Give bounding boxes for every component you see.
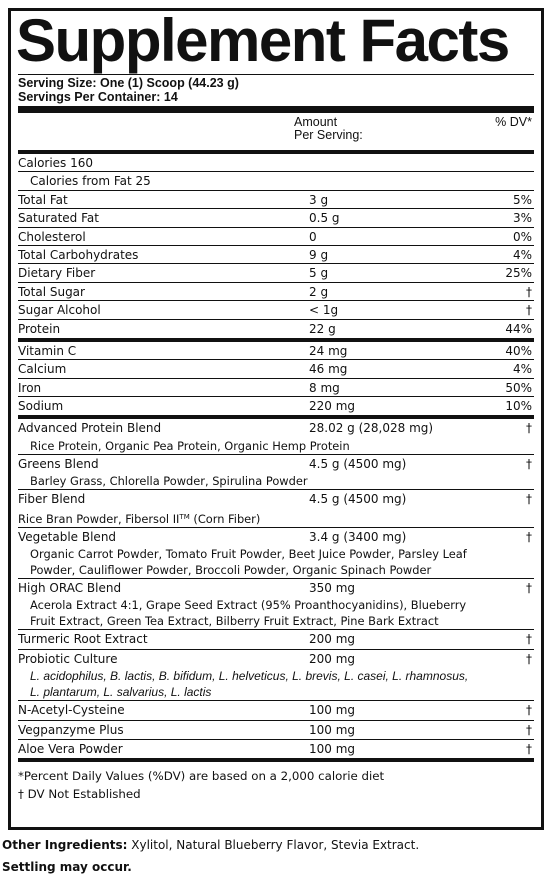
- nutrient-amount: 8 mg: [309, 380, 340, 395]
- blend-group: [18, 701, 534, 720]
- nutrient-amount: 0: [309, 229, 317, 244]
- blend-group: [18, 490, 534, 527]
- blend-ingredients: L. plantarum, L. salvarius, L. lactis: [30, 685, 212, 700]
- nutrient-amount: 100 mg: [309, 703, 356, 718]
- nutrient-amount: 4.5 g (4500 mg): [309, 456, 407, 471]
- nutrient-name: Saturated Fat: [18, 211, 99, 226]
- nutrient-name: Iron: [18, 380, 42, 395]
- nutrient-amount: 3 g: [309, 192, 329, 207]
- nutrient-name: Turmeric Root Extract: [18, 632, 148, 647]
- servings-per-container: Servings Per Container: 14: [18, 89, 178, 104]
- nutrient-row: [18, 740, 534, 758]
- nutrient-name: N-Acetyl-Cysteine: [18, 703, 125, 718]
- nutrient-amount: 4.5 g (4500 mg): [309, 492, 407, 507]
- nutrient-name: Sodium: [18, 399, 64, 414]
- nutrient-dv: †: [526, 632, 532, 647]
- nutrient-row: [18, 283, 534, 301]
- nutrient-name: Vegetable Blend: [18, 529, 117, 544]
- blend-ingredients: Organic Carrot Powder, Tomato Fruit Powder, Beet Juice Powder, Parsley Leaf: [30, 547, 467, 562]
- blend-group: [18, 740, 534, 758]
- blend-ingredients: [18, 509, 534, 527]
- column-header: [18, 113, 534, 150]
- settling-text: Settling may occur.: [2, 860, 132, 874]
- nutrient-amount: 22 g: [309, 321, 336, 336]
- nutrient-amount: < 1g: [309, 303, 339, 318]
- nutrient-row: [18, 301, 534, 319]
- nutrient-dv: †: [526, 303, 532, 318]
- nutrient-row: [18, 246, 534, 264]
- macro-rows: [18, 191, 534, 338]
- amount-header-line1: Amount: [294, 115, 338, 129]
- nutrient-dv: 5%: [512, 192, 532, 207]
- nutrient-name: Fiber Blend: [18, 492, 86, 507]
- nutrient-dv: 25%: [505, 266, 532, 281]
- blend-group: [18, 455, 534, 490]
- nutrient-name: Cholesterol: [18, 229, 86, 244]
- nutrient-dv: 10%: [505, 399, 532, 414]
- blend-group: [18, 419, 534, 454]
- amount-header-line2: Per Serving:: [294, 128, 363, 142]
- nutrient-row: [18, 397, 534, 415]
- other-ingredients-value: Xylitol, Natural Blueberry Flavor, Stevia Extract.: [127, 838, 420, 852]
- nutrient-row: [18, 579, 534, 597]
- nutrient-name: Calcium: [18, 362, 67, 377]
- nutrient-row: [18, 455, 534, 473]
- nutrient-amount: 200 mg: [309, 632, 356, 647]
- blend-ingredients: Powder, Cauliflower Powder, Broccoli Powder, Organic Spinach Powder: [30, 563, 432, 578]
- blend-ingredients: Fruit Extract, Green Tea Extract, Bilberry Fruit Extract, Pine Bark Extract: [30, 614, 439, 629]
- nutrient-dv: 3%: [512, 211, 532, 226]
- dv-header: % DV*: [495, 115, 532, 129]
- blend-group: [18, 721, 534, 740]
- nutrient-name: Advanced Protein Blend: [18, 421, 162, 436]
- nutrient-name: Total Carbohydrates: [18, 247, 139, 262]
- footnote-dagger: † DV Not Established: [18, 787, 141, 802]
- other-ingredients: [2, 836, 419, 854]
- nutrient-row: [18, 379, 534, 397]
- nutrient-dv: 50%: [505, 380, 532, 395]
- nutrient-row: [18, 721, 534, 739]
- nutrient-row: [18, 320, 534, 338]
- nutrient-amount: 24 mg: [309, 343, 348, 358]
- amount-header: [294, 116, 363, 142]
- footnotes: [18, 762, 534, 803]
- nutrient-dv: 44%: [505, 321, 532, 336]
- calories-row: [18, 154, 534, 172]
- nutrient-name: Dietary Fiber: [18, 266, 96, 281]
- nutrient-amount: 28.02 g (28,028 mg): [309, 421, 434, 436]
- nutrient-amount: 3.4 g (3400 mg): [309, 529, 407, 544]
- nutrient-dv: 4%: [512, 362, 532, 377]
- calories-label: Calories 160: [18, 156, 94, 170]
- divider-thick: [18, 106, 534, 113]
- nutrient-amount: 100 mg: [309, 722, 356, 737]
- calories-fat-row: [18, 172, 534, 190]
- serving-size: Serving Size: One (1) Scoop (44.23 g): [18, 76, 239, 90]
- nutrient-amount: 2 g: [309, 284, 329, 299]
- nutrient-dv: 0%: [512, 229, 532, 244]
- blend-ingredients: Rice Protein, Organic Pea Protein, Organic Hemp Protein: [30, 438, 350, 453]
- nutrient-amount: 350 mg: [309, 581, 356, 596]
- nutrient-amount: 100 mg: [309, 741, 356, 756]
- blend-ingredients-part: Rice Bran Powder, Fibersol II: [18, 511, 180, 526]
- nutrient-dv: †: [526, 456, 532, 471]
- nutrient-dv: †: [526, 651, 532, 666]
- blend-ingredients: Acerola Extract 4:1, Grape Seed Extract (95% Proanthocyanidins), Blueberry: [30, 598, 467, 613]
- nutrient-row: [18, 419, 534, 437]
- nutrient-dv: †: [526, 421, 532, 436]
- nutrient-dv: †: [526, 741, 532, 756]
- nutrient-row: [18, 228, 534, 246]
- nutrient-row: [18, 528, 534, 546]
- nutrient-name: Greens Blend: [18, 456, 99, 471]
- nutrient-dv: 40%: [505, 343, 532, 358]
- nutrient-amount: 0.5 g: [309, 211, 340, 226]
- trademark-mark: TM: [179, 512, 190, 521]
- nutrient-amount: 5 g: [309, 266, 329, 281]
- blend-group: [18, 579, 534, 630]
- blend-group: [18, 650, 534, 701]
- nutrient-row: [18, 650, 534, 668]
- nutrient-dv: †: [526, 529, 532, 544]
- nutrient-amount: 200 mg: [309, 651, 356, 666]
- nutrient-name: Probiotic Culture: [18, 651, 118, 666]
- nutrient-name: Vitamin C: [18, 343, 77, 358]
- settling-note: [2, 858, 132, 876]
- nutrient-amount: 220 mg: [309, 399, 356, 414]
- nutrient-row: [18, 191, 534, 209]
- nutrient-row: [18, 342, 534, 360]
- nutrient-dv: †: [526, 722, 532, 737]
- nutrient-name: Vegpanzyme Plus: [18, 722, 124, 737]
- nutrient-dv: †: [526, 703, 532, 718]
- nutrient-amount: 46 mg: [309, 362, 348, 377]
- nutrient-name: High ORAC Blend: [18, 581, 122, 596]
- blend-ingredients: L. acidophilus, B. lactis, B. bifidum, L. helveticus, L. brevis, L. casei, L. rhamnosus,: [30, 669, 469, 684]
- nutrient-name: Protein: [18, 321, 61, 336]
- calories-fat-label: Calories from Fat 25: [30, 174, 151, 189]
- blend-rows: [18, 419, 534, 758]
- nutrient-name: Total Sugar: [18, 284, 85, 299]
- blend-ingredients: Barley Grass, Chlorella Powder, Spirulina Powder: [30, 474, 308, 489]
- nutrient-row: [18, 701, 534, 719]
- nutrient-name: Total Fat: [18, 192, 68, 207]
- nutrient-row: [18, 490, 534, 508]
- nutrient-dv: †: [526, 284, 532, 299]
- nutrient-row: [18, 360, 534, 378]
- blend-group: [18, 528, 534, 579]
- supplement-facts-panel: [8, 8, 544, 830]
- nutrient-amount: 9 g: [309, 247, 329, 262]
- nutrient-row: [18, 209, 534, 227]
- nutrient-row: [18, 630, 534, 648]
- nutrient-name: Aloe Vera Powder: [18, 741, 123, 756]
- blend-ingredients-part: (Corn Fiber): [189, 511, 261, 526]
- blend-group: [18, 630, 534, 649]
- nutrient-name: Sugar Alcohol: [18, 303, 101, 318]
- nutrient-row: [18, 264, 534, 282]
- nutrient-dv: 4%: [512, 247, 532, 262]
- nutrient-dv: †: [526, 492, 532, 507]
- footnote-dv: *Percent Daily Values (%DV) are based on a 2,000 calorie diet: [18, 769, 385, 784]
- other-ingredients-label: Other Ingredients:: [2, 838, 128, 852]
- nutrient-dv: †: [526, 581, 532, 596]
- mineral-rows: [18, 342, 534, 416]
- panel-title: Supplement Facts: [16, 7, 509, 74]
